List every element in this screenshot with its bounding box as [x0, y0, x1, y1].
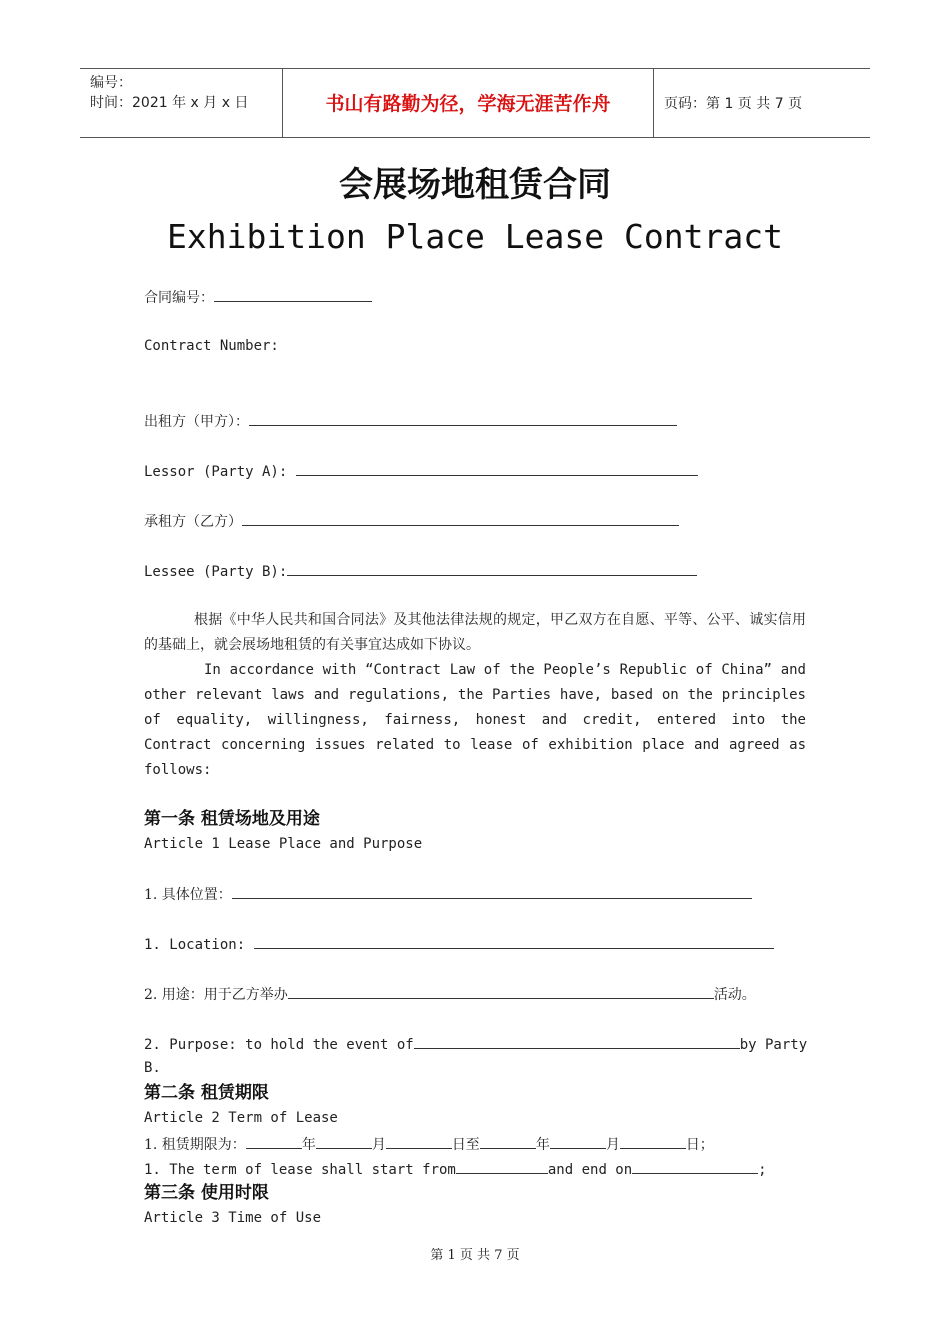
purpose-cn-field [144, 983, 756, 1005]
start-year-blank [246, 1133, 302, 1149]
purpose-en-prefix: 2. Purpose: to hold the event of [144, 1037, 414, 1053]
end-date-en-blank [632, 1158, 758, 1174]
lessee-cn-blank [242, 510, 679, 526]
location-cn-blank [232, 883, 752, 899]
header-left-cell [80, 69, 282, 137]
lease-term-cn-prefix: 1. 租赁期限为： [144, 1137, 246, 1153]
page-footer-number: 第 1 页 共 7 页 [430, 1248, 520, 1263]
article3-heading-cn: 第三条 使用时限 [144, 1183, 269, 1203]
location-en-blank [254, 933, 774, 949]
lease-term-cn-field [144, 1133, 714, 1155]
header-motto: 书山有路勤为径，学海无涯苦作舟 [282, 69, 654, 137]
header-page-info: 页码：第 1 页 共 7 页 [664, 96, 803, 112]
intro-paragraph-cn: 根据《中华人民共和国合同法》及其他法律法规的规定，甲乙双方在自愿、平等、公平、诚实信用的基础上，就会展场地租赁的有关事宜达成如下协议。 [144, 612, 806, 653]
document-title-chinese: 会展场地租赁合同 [339, 165, 611, 205]
location-en-field [144, 933, 774, 955]
lessor-en-blank [296, 460, 698, 476]
article2-heading-cn: 第二条 租赁期限 [144, 1083, 269, 1103]
contract-number-blank [214, 286, 372, 302]
start-year-label: 年 [301, 1137, 316, 1153]
lessor-cn-blank [249, 410, 677, 426]
start-date-en-blank [456, 1158, 548, 1174]
purpose-en-field [144, 1033, 807, 1055]
lessee-en-label: Lessee (Party B): [144, 564, 288, 580]
end-year-label: 年 [535, 1137, 550, 1153]
document-time-label: 时间：2021 年 x 月 x 日 [90, 95, 249, 111]
contract-number-en-label: Contract Number: [144, 338, 279, 354]
article2-heading-en: Article 2 Term of Lease [144, 1110, 338, 1126]
article3-heading-en: Article 3 Time of Use [144, 1210, 322, 1226]
contract-number-cn-label: 合同编号： [144, 290, 214, 306]
page-header [80, 68, 870, 138]
purpose-cn-blank [288, 983, 714, 999]
location-en-label: 1. Location: [144, 937, 246, 953]
lessor-cn-field [144, 410, 677, 432]
lessor-en-field [144, 460, 698, 482]
lease-term-en-mid: and end on [547, 1162, 633, 1178]
end-year-blank [480, 1133, 536, 1149]
purpose-en-blank [414, 1033, 740, 1049]
end-month-blank [550, 1133, 606, 1149]
start-day-blank [386, 1133, 452, 1149]
lessee-cn-label: 承租方（乙方） [144, 514, 242, 530]
article1-heading-cn: 第一条 租赁场地及用途 [144, 809, 320, 829]
purpose-en-continuation: B. [144, 1060, 161, 1076]
location-cn-label: 1. 具体位置： [144, 887, 232, 903]
end-day-blank [620, 1133, 686, 1149]
day-to-label: 日至 [451, 1137, 480, 1153]
lease-term-en-suffix: ; [758, 1162, 767, 1178]
lessee-en-field [144, 560, 697, 582]
lessee-cn-field [144, 510, 679, 532]
purpose-cn-suffix: 活动。 [713, 987, 756, 1003]
start-month-blank [316, 1133, 372, 1149]
day-end-label: 日； [685, 1137, 714, 1153]
location-cn-field [144, 883, 752, 905]
lessor-cn-label: 出租方（甲方）： [144, 414, 249, 430]
lease-term-en-prefix: 1. The term of lease shall start from [144, 1162, 456, 1178]
end-month-label: 月 [605, 1137, 620, 1153]
purpose-cn-prefix: 2. 用途：用于乙方举办 [144, 987, 288, 1003]
intro-paragraph-en: In accordance with “Contract Law of the People’s Republic of China” and other relevant laws and regulations, the Parties have, based on the principles of equality, willingness, fairness, honest and credit, entered into the Contract concerning issues related to lease of exhibition place and agreed as follows: [144, 662, 806, 778]
lease-term-en-field [144, 1158, 767, 1180]
start-month-label: 月 [371, 1137, 386, 1153]
article1-heading-en: Article 1 Lease Place and Purpose [144, 836, 423, 852]
document-number-label: 编号： [90, 75, 132, 91]
lessee-en-blank [287, 560, 697, 576]
contract-number-cn-field [144, 286, 372, 308]
document-title-english: Exhibition Place Lease Contract [167, 217, 783, 256]
lessor-en-label: Lessor (Party A): [144, 464, 288, 480]
purpose-en-suffix: by Party [739, 1037, 808, 1053]
